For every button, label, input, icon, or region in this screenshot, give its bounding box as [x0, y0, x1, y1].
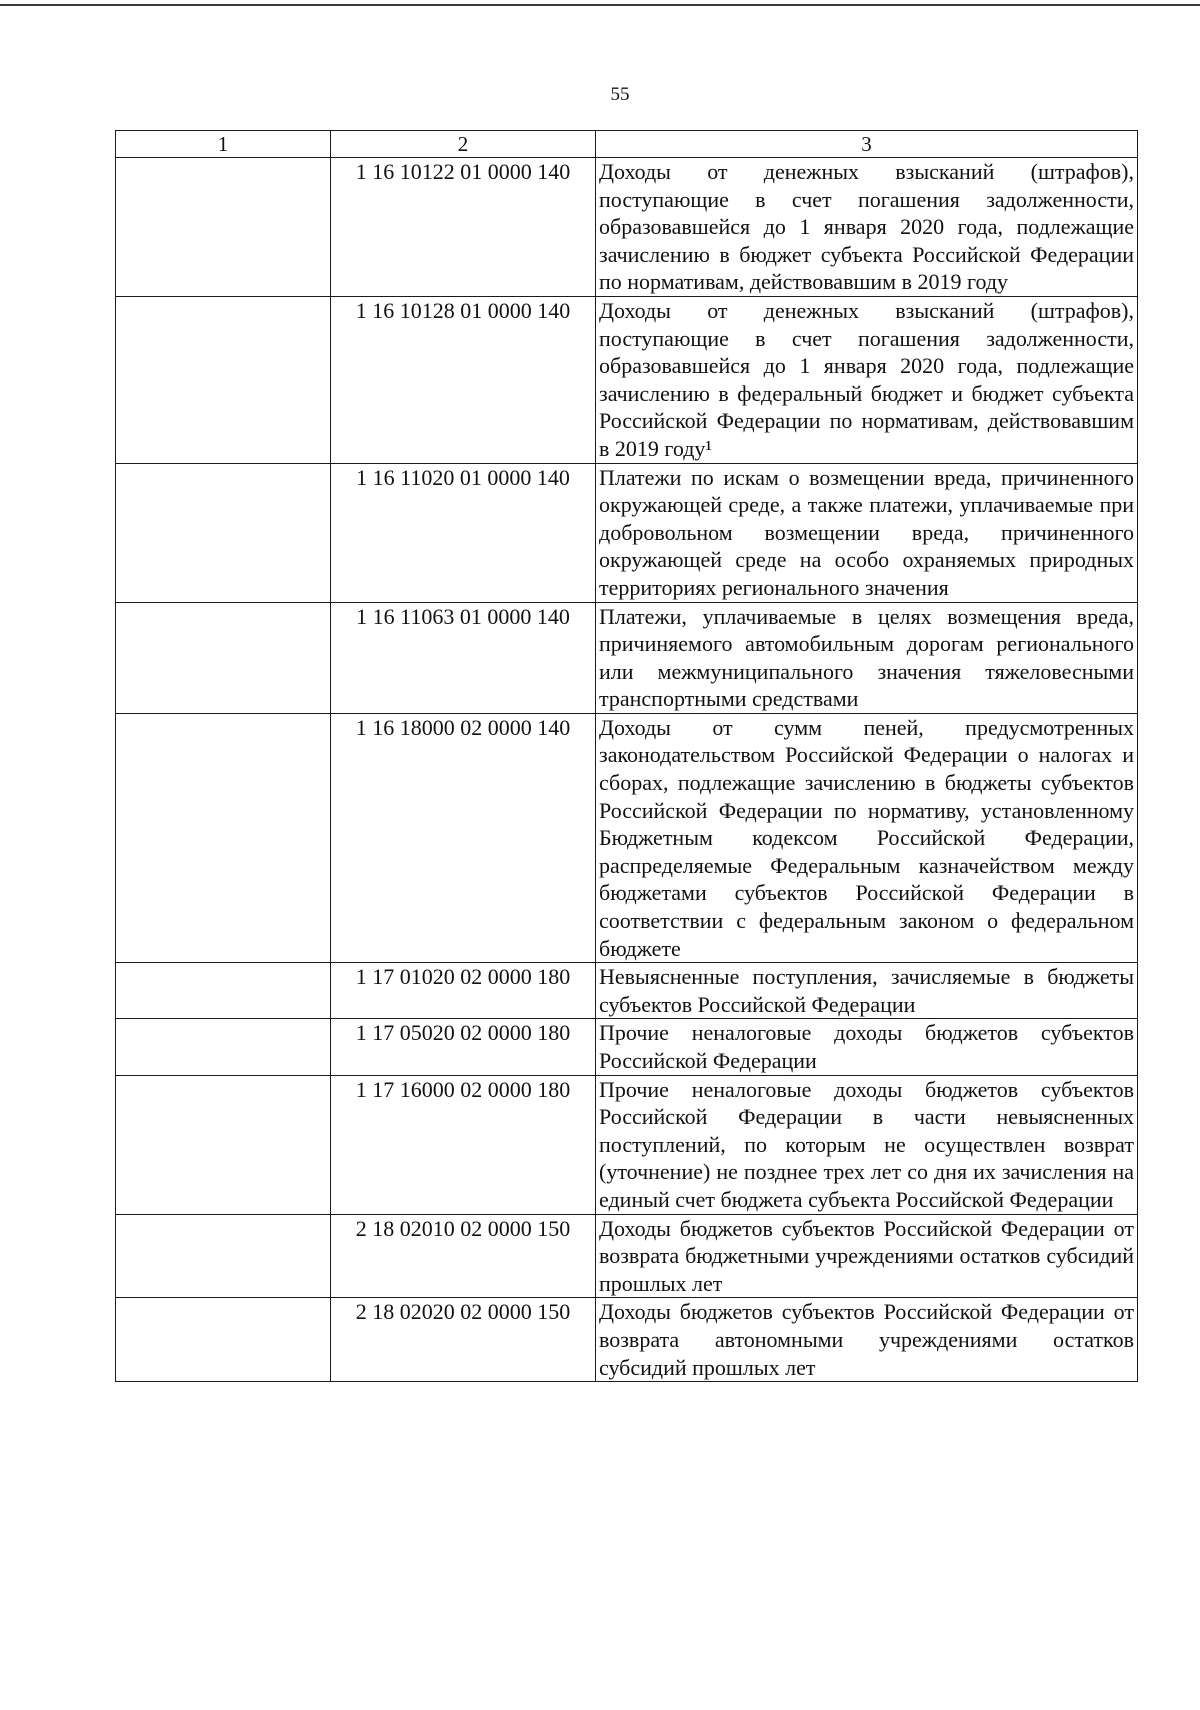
table-row	[116, 296, 1138, 463]
revenue-code-cell: 1 17 16000 02 0000 180	[331, 1075, 596, 1214]
table-row	[116, 602, 1138, 713]
revenue-code-cell: 1 16 18000 02 0000 140	[331, 713, 596, 962]
empty-cell	[116, 602, 331, 713]
table-row	[116, 1019, 1138, 1075]
empty-cell	[116, 963, 331, 1019]
revenue-description-cell: Доходы от денежных взысканий (штрафов), поступающие в счет погашения задолженности, образовавшейся до 1 января 2020 года, подлежащие зачислению в бюджет субъекта Российской Федерации по нормативам, действовавшим в 2019 году	[596, 158, 1138, 297]
table-row	[116, 963, 1138, 1019]
table-row	[116, 1214, 1138, 1298]
empty-cell	[116, 1214, 331, 1298]
column-header: 2	[331, 131, 596, 158]
revenue-code-cell: 1 16 11020 01 0000 140	[331, 463, 596, 602]
table-row	[116, 1298, 1138, 1382]
revenue-description-cell: Доходы бюджетов субъектов Российской Федерации от возврата бюджетными учреждениями остатков субсидий прошлых лет	[596, 1214, 1138, 1298]
table-row	[116, 463, 1138, 602]
revenue-description-cell: Невыясненные поступления, зачисляемые в бюджеты субъектов Российской Федерации	[596, 963, 1138, 1019]
page-number: 55	[610, 84, 630, 105]
revenue-description-cell: Доходы от сумм пеней, предусмотренных законодательством Российской Федерации о налогах и сборах, подлежащие зачислению в бюджеты субъектов Российской Федерации по нормативу, установленному Бюджетным кодексом Российской Федерации, распределяемые Федеральным казначейством между бюджетами субъектов Российской Федерации в соответствии с федеральным законом о федеральном бюджете	[596, 713, 1138, 962]
table-row	[116, 158, 1138, 297]
empty-cell	[116, 713, 331, 962]
revenue-code-cell: 1 16 10122 01 0000 140	[331, 158, 596, 297]
empty-cell	[116, 1298, 331, 1382]
revenue-description-cell: Платежи, уплачиваемые в целях возмещения вреда, причиняемого автомобильным дорогам регионального или межмуниципального значения тяжеловесными транспортными средствами	[596, 602, 1138, 713]
revenue-description-cell: Доходы бюджетов субъектов Российской Федерации от возврата автономными учреждениями остатков субсидий прошлых лет	[596, 1298, 1138, 1382]
scan-border-line	[0, 4, 1200, 6]
revenue-code-cell: 1 17 05020 02 0000 180	[331, 1019, 596, 1075]
empty-cell	[116, 158, 331, 297]
column-header: 1	[116, 131, 331, 158]
revenue-description-cell: Прочие неналоговые доходы бюджетов субъектов Российской Федерации	[596, 1019, 1138, 1075]
table-header-row	[116, 131, 1138, 158]
revenue-code-cell: 1 16 11063 01 0000 140	[331, 602, 596, 713]
empty-cell	[116, 1019, 331, 1075]
revenue-description-cell: Прочие неналоговые доходы бюджетов субъектов Российской Федерации в части невыясненных поступлений, по которым не осуществлен возврат (уточнение) не позднее трех лет со дня их зачисления на единый счет бюджета субъекта Российской Федерации	[596, 1075, 1138, 1214]
revenue-code-cell: 1 16 10128 01 0000 140	[331, 296, 596, 463]
empty-cell	[116, 1075, 331, 1214]
revenue-code-cell: 2 18 02010 02 0000 150	[331, 1214, 596, 1298]
table-row	[116, 1075, 1138, 1214]
table-row	[116, 713, 1138, 962]
empty-cell	[116, 296, 331, 463]
revenue-description-cell: Доходы от денежных взысканий (штрафов), поступающие в счет погашения задолженности, образовавшейся до 1 января 2020 года, подлежащие зачислению в федеральный бюджет и бюджет субъекта Российской Федерации по нормативам, действовавшим в 2019 году¹	[596, 296, 1138, 463]
revenue-code-cell: 1 17 01020 02 0000 180	[331, 963, 596, 1019]
revenue-table	[115, 130, 1138, 1382]
revenue-code-cell: 2 18 02020 02 0000 150	[331, 1298, 596, 1382]
revenue-description-cell: Платежи по искам о возмещении вреда, причиненного окружающей среде, а также платежи, уплачиваемые при добровольном возмещении вреда, причиненного окружающей среде на особо охраняемых природных территориях регионального значения	[596, 463, 1138, 602]
column-header: 3	[596, 131, 1138, 158]
empty-cell	[116, 463, 331, 602]
